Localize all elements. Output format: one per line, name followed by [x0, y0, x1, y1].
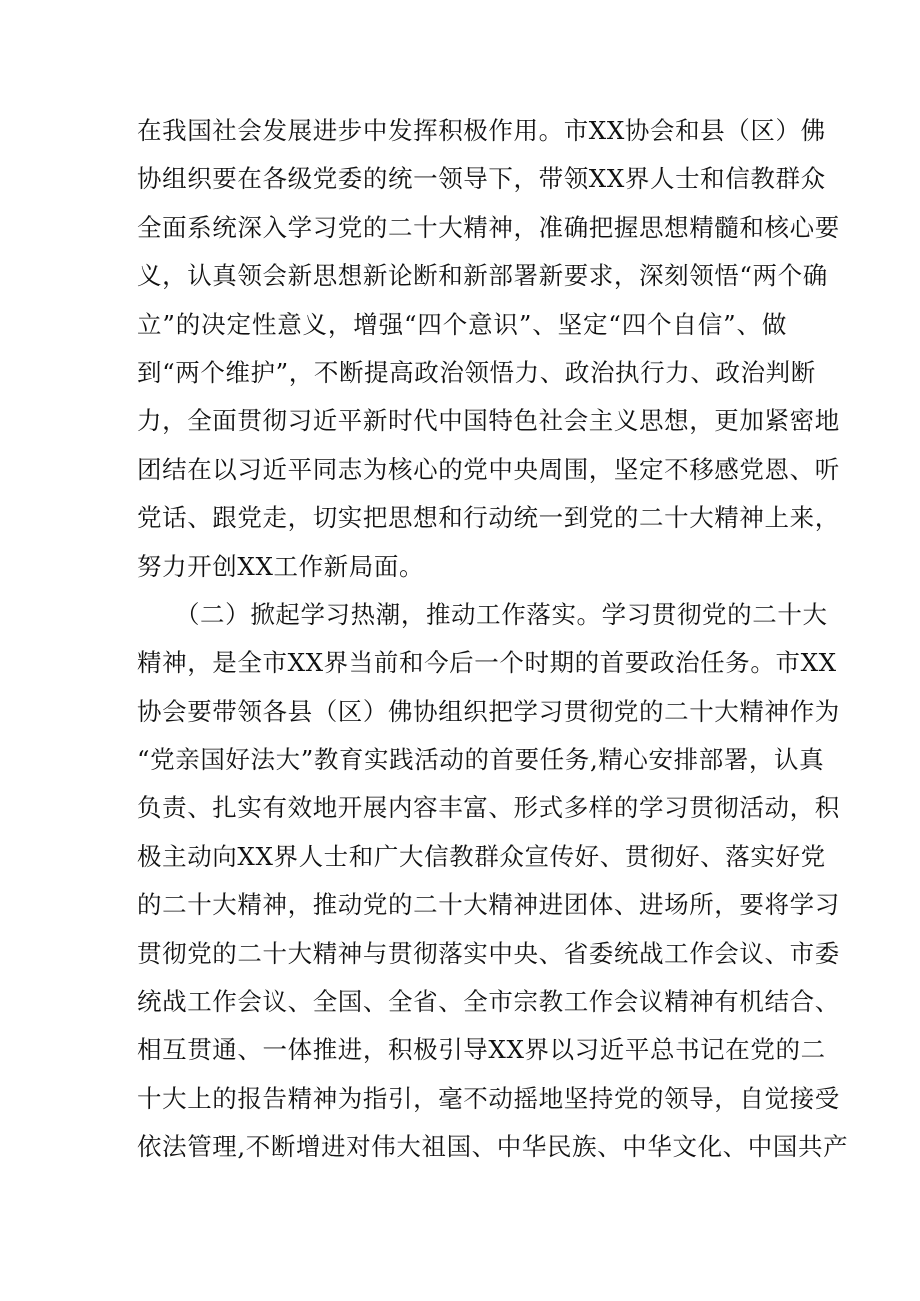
text-line: 精神，是全市XX界当前和今后一个时期的首要政治任务。市XX: [137, 648, 837, 678]
text-line: 贯彻党的二十大精神与贯彻落实中央、省委统战工作会议、市委: [137, 938, 840, 968]
text-line: 到“两个维护”，不断提高政治领悟力、政治执行力、政治判断: [137, 357, 816, 387]
text-line: “党亲国好法大”教育实践活动的首要任务,精心安排部署，认真: [137, 745, 825, 775]
text-line: （二）掀起学习热潮，推动工作落实。学习贯彻党的二十大: [137, 599, 828, 629]
text-line: 在我国社会发展进步中发挥积极作用。市XX协会和县（区）佛: [137, 116, 826, 145]
text-line: 极主动向XX界人士和广大信教群众宣传好、贯彻好、落实好党: [137, 841, 826, 871]
text-line: 协组织要在各级党委的统一领导下，带领XX界人士和信教群众: [137, 164, 826, 194]
text-line: 统战工作会议、全国、全省、全市宗教工作会议精神有机结合、: [137, 987, 840, 1017]
text-line: 立”的决定性意义，增强“四个意识”、坚定“四个自信”、做: [137, 309, 787, 339]
text-line: 义，认真领会新思想新论断和新部署新要求，深刻领悟“两个确: [137, 261, 828, 291]
text-line: 负责、扎实有效地开展内容丰富、形式多样的学习贯彻活动，积: [137, 793, 840, 823]
text-line: 相互贯通、一体推进，积极引导XX界以习近平总书记在党的二: [137, 1035, 826, 1065]
text-line: 协会要带领各县（区）佛协组织把学习贯彻党的二十大精神作为: [137, 696, 840, 726]
text-line: 的二十大精神，推动党的二十大精神进团体、进场所，要将学习: [137, 890, 840, 920]
text-line: 依法管理,不断增进对伟大祖国、中华民族、中华文化、中国共产: [137, 1132, 849, 1162]
text-line: 力，全面贯彻习近平新时代中国特色社会主义思想，更加紧密地: [137, 406, 840, 436]
text-line: 十大上的报告精神为指引，毫不动摇地坚持党的领导，自觉接受: [137, 1083, 840, 1113]
text-line: 全面系统深入学习党的二十大精神，准确把握思想精髓和核心要: [137, 212, 840, 242]
text-line: 党话、跟党走，切实把思想和行动统一到党的二十大精神上来，: [137, 503, 840, 533]
text-line: 团结在以习近平同志为核心的党中央周围，坚定不移感党恩、听: [137, 454, 840, 484]
body-text: [137, 107, 849, 1172]
text-line: 努力开创XX工作新局面。: [137, 551, 425, 581]
